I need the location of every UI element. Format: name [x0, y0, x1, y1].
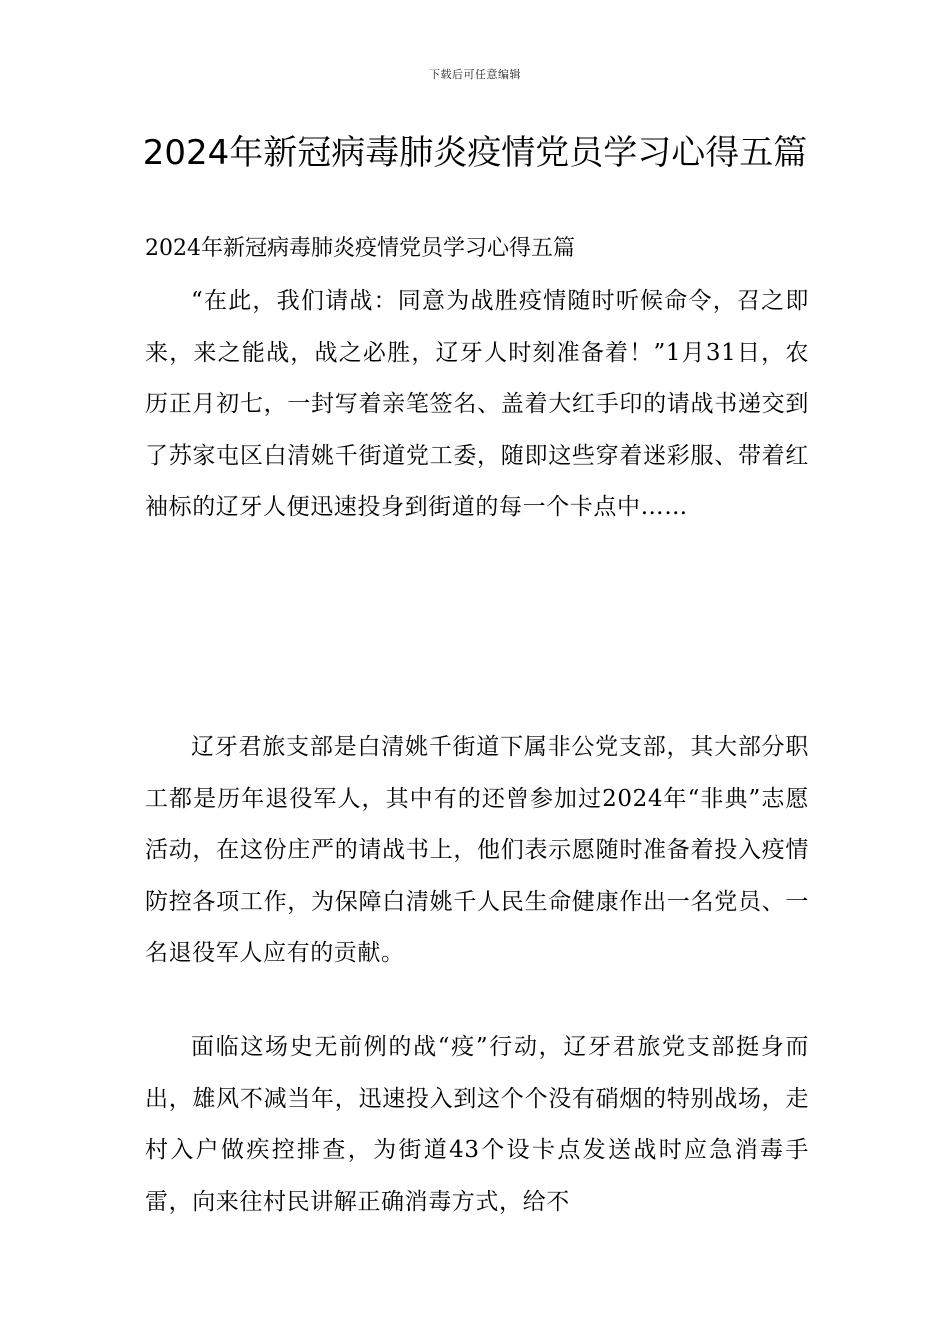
paragraph-3: 面临这场史无前例的战“疫”行动，辽牙君旅党支部挺身而出，雄风不减当年，迅速投入到这个个没有硝烟的特别战场，走村入户做疾控排查，为街道43个设卡点发送战时应急消毒手雷，向来往村民讲解正确消毒方式，给不	[145, 1034, 809, 1215]
header-note: 下载后可任意编辑	[429, 68, 521, 81]
document-title: 2024年新冠病毒肺炎疫情党员学习心得五篇	[142, 133, 808, 173]
paragraph-1: “在此，我们请战：同意为战胜疫情随时听候命令，召之即来，来之能战，战之必胜，辽牙人时刻准备着！”1月31日，农历正月初七，一封写着亲笔签名、盖着大红手印的请战书递交到了苏家屯区白清姚千街道党工委，随即这些穿着迷彩服、带着红袖标的辽牙人便迅速投身到街道的每一个卡点中……	[145, 288, 809, 520]
document-subtitle: 2024年新冠病毒肺炎疫情党员学习心得五篇	[145, 236, 575, 261]
paragraph-2: 辽牙君旅支部是白清姚千街道下属非公党支部，其大部分职工都是历年退役军人，其中有的还曾参加过2024年“非典”志愿活动，在这份庄严的请战书上，他们表示愿随时准备着投入疫情防控各项工作，为保障白清姚千人民生命健康作出一名党员、一名退役军人应有的贡献。	[145, 734, 809, 966]
